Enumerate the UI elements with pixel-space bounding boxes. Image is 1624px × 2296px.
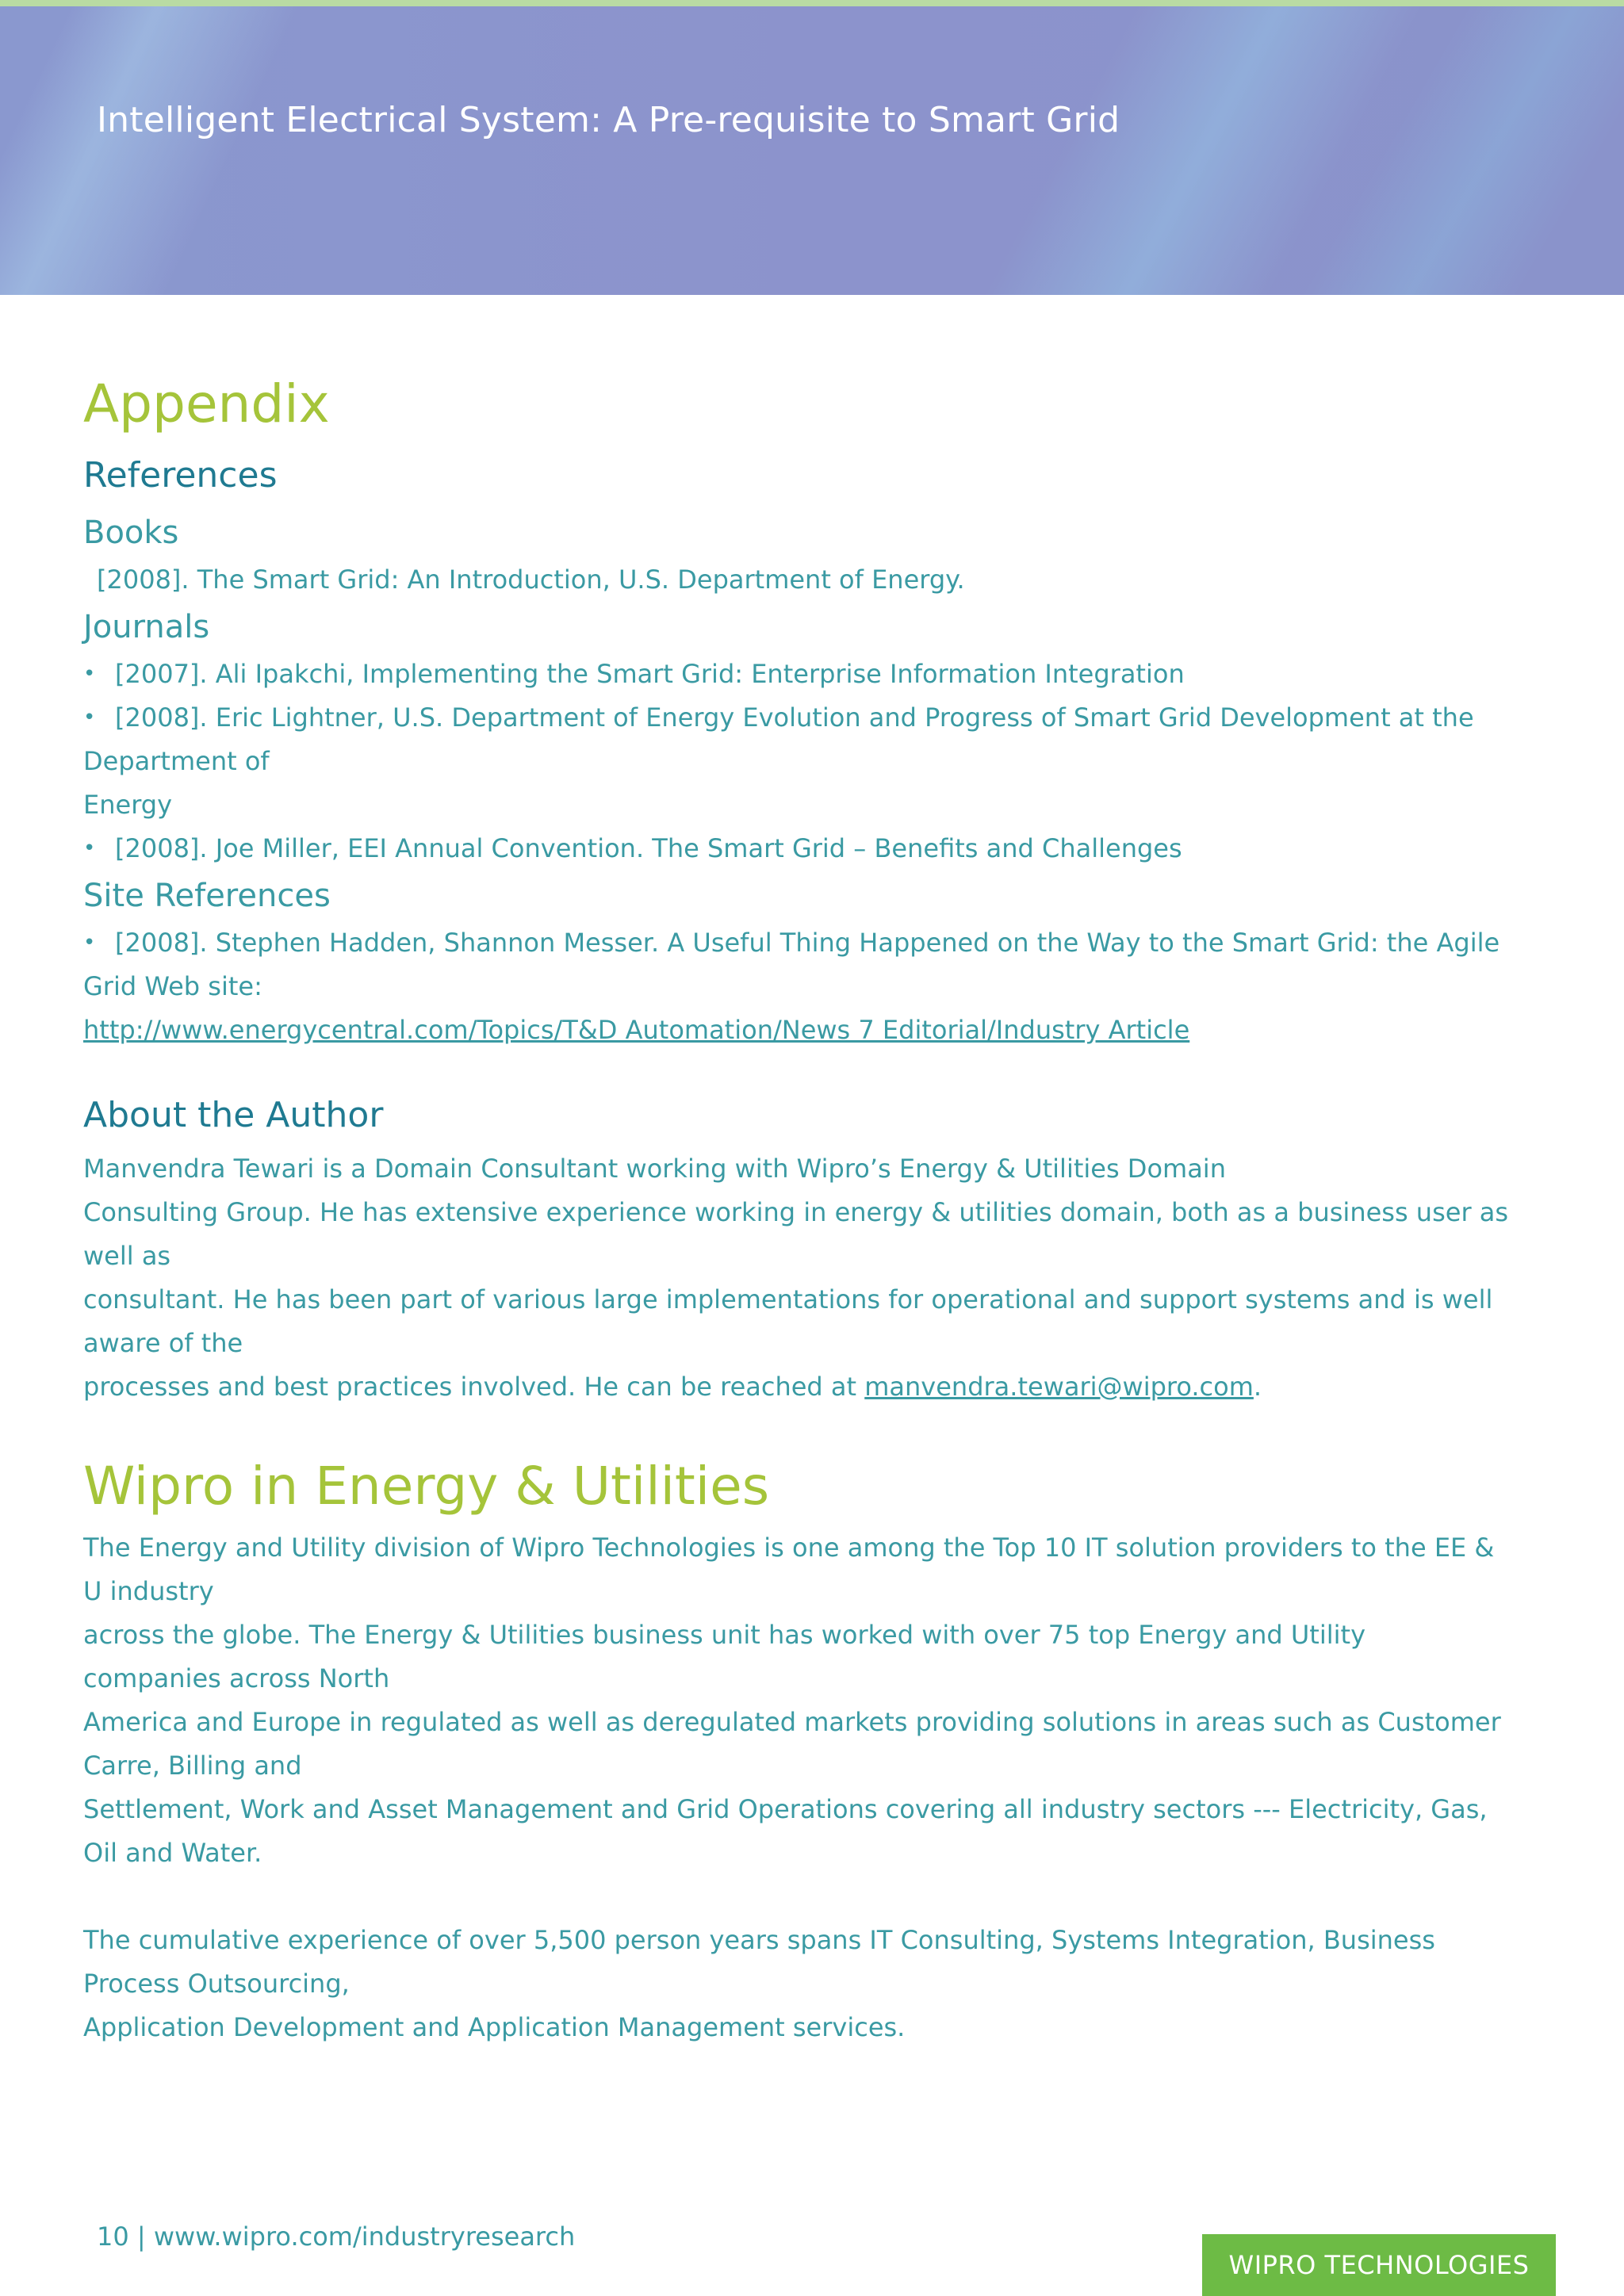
wipro-para-line: The Energy and Utility division of Wipro Technologies is one among the Top 10 IT solution providers to the EE & U industry [83,1533,1495,1606]
bullet-icon: • [83,836,96,860]
book-reference: [2008]. The Smart Grid: An Introduction, U.S. Department of Energy. [97,564,965,595]
author-bio-line: Consulting Group. He has extensive experience working in energy & utilities domain, both as a business user as well as [83,1197,1509,1271]
page-content [83,365,1511,2049]
author-bio-line: Manvendra Tewari is a Domain Consultant working with Wipro’s Energy & Utilities Domain [83,1154,1226,1184]
bullet-icon: • [83,662,96,686]
footer-badge: WIPRO TECHNOLOGIES [1202,2234,1556,2296]
site-reference-link-line [83,1008,1511,1052]
author-bio-line: processes and best practices involved. He can be reached at manvendra.tewari@wipro.com. [83,1372,1262,1402]
wipro-section-heading: Wipro in Energy & Utilities [83,1456,770,1517]
wipro-para-line: Settlement, Work and Asset Management and Grid Operations covering all industry sectors --- Electricity, Gas, Oil and Water. [83,1794,1488,1868]
about-author-heading: About the Author [83,1095,384,1135]
document-title: Intelligent Electrical System: A Pre-requisite to Smart Grid [97,100,1120,140]
header-banner [0,6,1624,295]
wipro-para-line: across the globe. The Energy & Utilities business unit has worked with over 75 top Energy and Utility companies across North [83,1620,1365,1693]
journal-reference: • [2008]. Eric Lightner, U.S. Department of Energy Evolution and Progress of Smart Grid Development at the Department of [83,696,1511,783]
journal-reference: • [2007]. Ali Ipakchi, Implementing the Smart Grid: Enterprise Information Integration [83,652,1511,696]
appendix-heading: Appendix [83,373,330,434]
wipro-para-line: The cumulative experience of over 5,500 person years spans IT Consulting, Systems Integration, Business Process Outsourcing, [83,1925,1435,1999]
top-accent-strip [0,0,1624,6]
wipro-para-line: America and Europe in regulated as well as deregulated markets providing solutions in areas such as Customer Carre, Billing and [83,1707,1501,1781]
site-reference: • [2008]. Stephen Hadden, Shannon Messer. A Useful Thing Happened on the Way to the Smart Grid: the Agile Grid Web site: [83,921,1511,1008]
books-heading: Books [83,515,179,551]
author-email-link[interactable]: manvendra.tewari@wipro.com [864,1372,1254,1402]
wipro-para-line: Application Development and Application Management services. [83,2012,906,2042]
bullet-icon: • [83,706,96,729]
journal-reference-continuation: Energy [83,790,173,820]
bullet-icon: • [83,931,96,955]
footer-page-info: 10 | www.wipro.com/industryresearch [97,2221,576,2252]
references-heading: References [83,455,278,496]
journals-heading: Journals [83,609,210,645]
site-reference-link[interactable]: http://www.energycentral.com/Topics/T&D Automation/News 7 Editorial/Industry Article [83,1015,1190,1045]
site-references-heading: Site References [83,878,331,914]
author-bio-line: consultant. He has been part of various large implementations for operational and support systems and is well aware of the [83,1284,1493,1358]
journal-reference: • [2008]. Joe Miller, EEI Annual Convention. The Smart Grid – Benefits and Challenges [83,827,1511,871]
